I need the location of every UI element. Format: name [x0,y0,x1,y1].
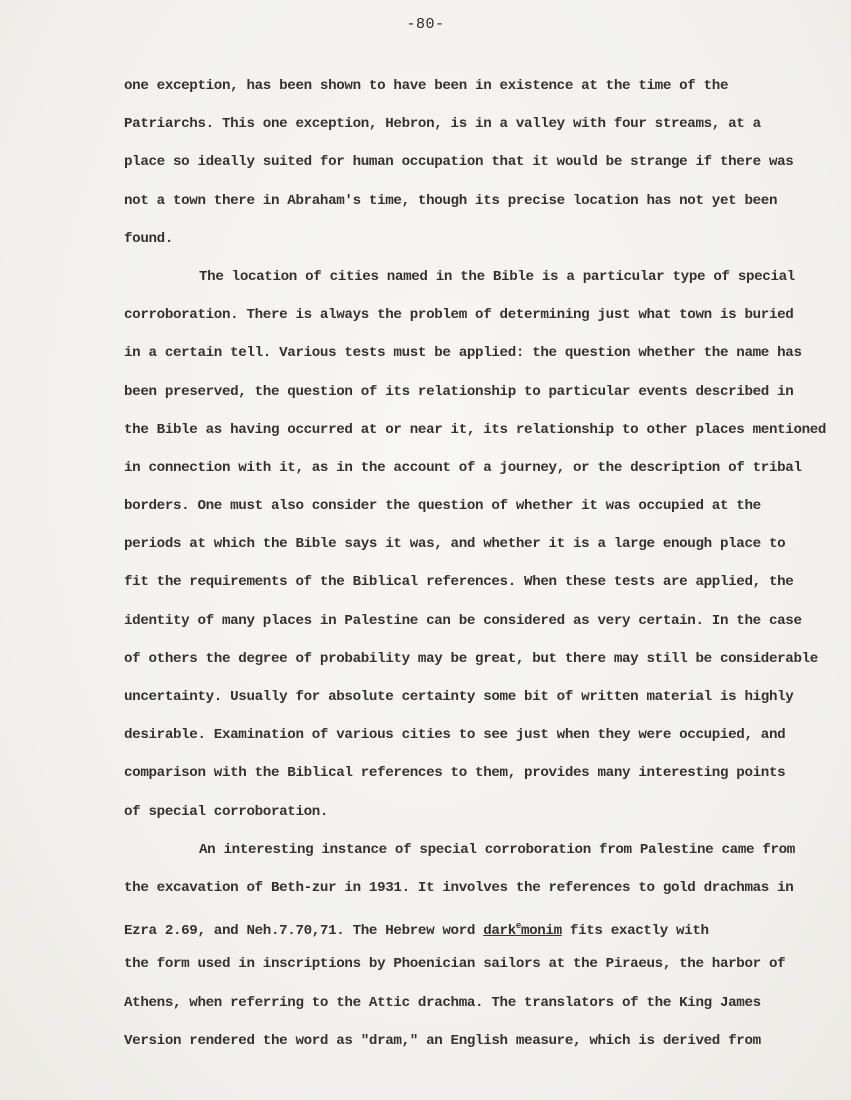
text-line: uncertainty. Usually for absolute certainty some bit of written material is highly [124,689,794,705]
hebrew-word-superscript: e [515,921,521,932]
text-line: Patriarchs. This one exception, Hebron, is in a valley with four streams, at a [124,116,761,133]
text-line: of special corroboration. [124,803,329,820]
text-line: of others the degree of probability may be great, but there may still be considerable [124,650,818,667]
text-lines [124,72,827,912]
text-line: the form used in inscriptions by Phoenician sailors at the Piraeus, the harbor of [124,956,786,973]
text-line: the excavation of Beth-zur in 1931. It involves the references to gold drachmas in [124,879,794,896]
text-line-hebrew-word [124,912,824,950]
text-line: desirable. Examination of various cities to see just when they were occupied, and [124,727,786,744]
text-line: place so ideally suited for human occupation that it would be strange if there was [124,154,794,171]
text-line: borders. One must also consider the question of whether it was occupied at the [124,498,761,515]
text-line: found. [124,230,173,247]
text-line: comparison with the Biblical references to them, provides many interesting points [124,765,786,782]
hebrew-word-part: dark [483,923,516,940]
text-line: Athens, when referring to the Attic drachma. The translators of the King James [124,994,761,1011]
text-line: one exception, has been shown to have been in existence at the time of the [124,78,729,94]
text-fragment: Ezra 2.69, and Neh.7.70,71. The Hebrew word [124,923,484,940]
text-line: The location of cities named in the Bible is a particular type of special [199,268,795,285]
body-text [124,72,827,1065]
hebrew-word-part: monim [520,923,562,940]
text-line: fit the requirements of the Biblical references. When these tests are applied, the [124,574,794,591]
page-number: -80- [406,16,445,33]
text-line: identity of many places in Palestine can be considered as very certain. In the case [124,612,802,629]
text-lines [124,950,824,1065]
text-line: the Bible as having occurred at or near it, its relationship to other places mentioned [124,421,827,438]
hebrew-word [483,923,562,939]
text-line: been preserved, the question of its relationship to particular events described in [124,383,794,400]
text-line: Version rendered the word as "dram," an English measure, which is derived from [124,1032,761,1049]
text-fragment: fits exactly with [561,923,709,940]
text-line: An interesting instance of special corroboration from Palestine came from [199,841,795,858]
text-line: in a certain tell. Various tests must be applied: the question whether the name has [124,345,802,362]
text-line: periods at which the Bible says it was, and whether it is a large enough place to [124,536,786,553]
text-line: corroboration. There is always the problem of determining just what town is buried [124,307,794,324]
text-line: in connection with it, as in the account of a journey, or the description of tribal [124,459,802,476]
text-line: not a town there in Abraham's time, though its precise location has not yet been [124,192,778,209]
